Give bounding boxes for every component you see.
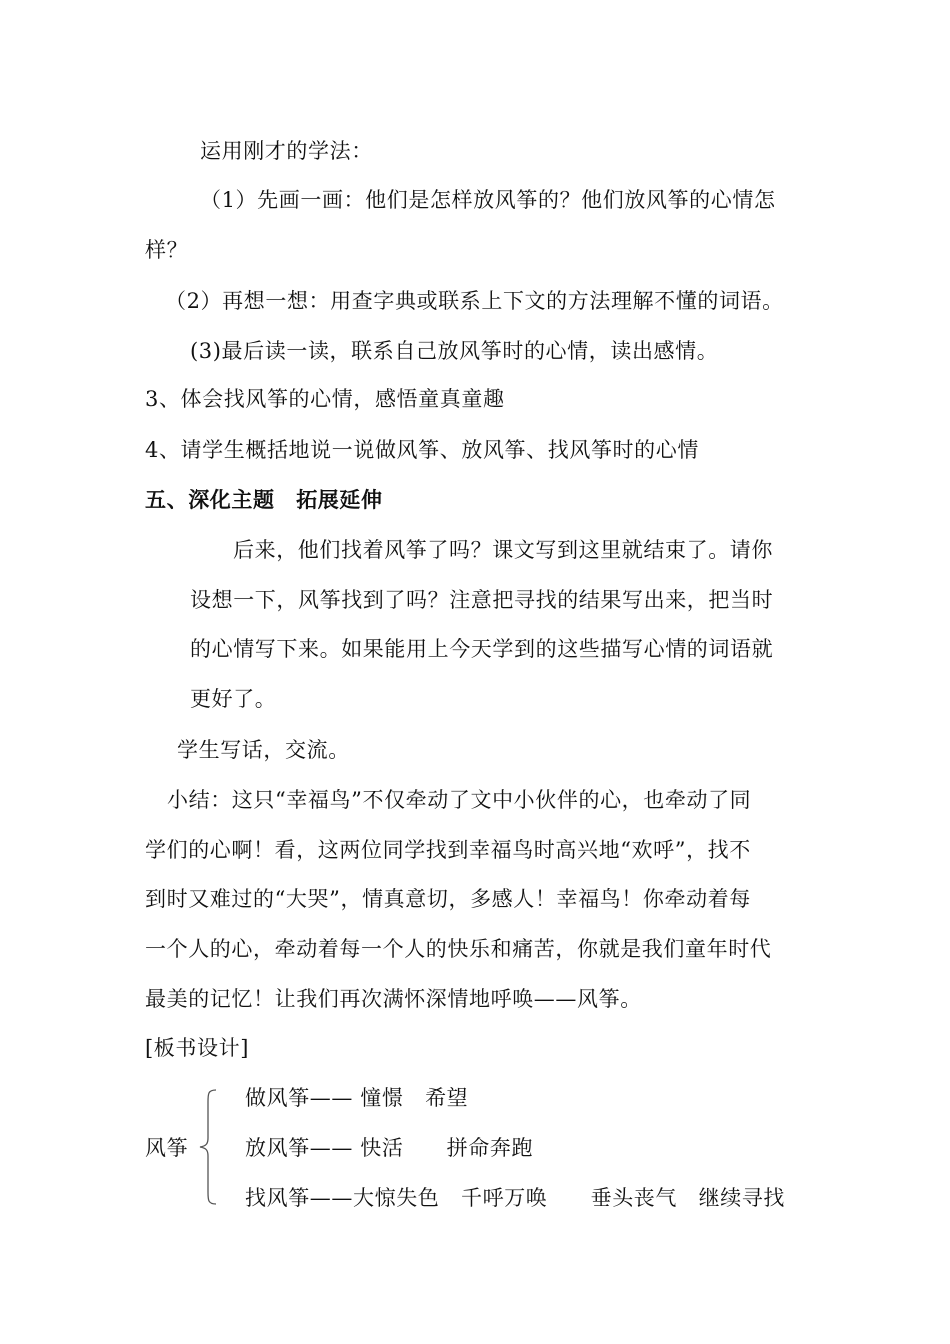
item-3: 3、体会找风筝的心情，感悟童真童趣: [145, 387, 505, 411]
board-row-fly-kite: 放风筝—— 快活 拼命奔跑: [245, 1136, 534, 1160]
summary-line: 到时又难过的“大哭”，情真意切，多感人！幸福鸟！你牵动着每: [145, 887, 751, 911]
step-3: (3)最后读一读，联系自己放风筝时的心情，读出感情。: [190, 339, 719, 363]
board-design-title: [板书设计]: [145, 1036, 249, 1060]
paragraph-line: 后来，他们找着风筝了吗？课文写到这里就结束了。请你: [233, 538, 773, 562]
paragraph-line: 的心情写下来。如果能用上今天学到的这些描写心情的词语就: [190, 637, 774, 661]
summary-line: 学们的心啊！看，这两位同学找到幸福鸟时高兴地“欢呼”，找不: [145, 838, 751, 862]
study-method-intro: 运用刚才的学法：: [200, 139, 373, 163]
summary-line: 一个人的心，牵动着每一个人的快乐和痛苦，你就是我们童年时代: [145, 937, 772, 961]
step-1-line-1: （1）先画一画：他们是怎样放风筝的？他们放风筝的心情怎: [200, 188, 776, 212]
board-row-make-kite: 做风筝—— 憧憬 希望: [245, 1086, 469, 1110]
summary-line: 最美的记忆！让我们再次满怀深情地呼唤——风筝。: [145, 987, 642, 1011]
paragraph-line: 更好了。: [190, 687, 277, 711]
section-heading: 五、深化主题 拓展延伸: [145, 488, 383, 512]
paragraph-line: 设想一下，风筝找到了吗？注意把寻找的结果写出来，把当时: [190, 588, 774, 612]
board-row-find-kite: 找风筝——大惊失色 千呼万唤 垂头丧气 继续寻找: [245, 1186, 785, 1210]
board-root-label: 风筝: [145, 1136, 189, 1160]
summary-line: 小结：这只“幸福鸟”不仅牵动了文中小伙伴的心，也牵动了同: [167, 788, 752, 812]
step-1-line-2: 样？: [145, 238, 189, 262]
student-activity: 学生写话，交流。: [177, 738, 350, 762]
item-4: 4、请学生概括地说一说做风筝、放风筝、找风筝时的心情: [145, 438, 699, 462]
curly-brace-icon: [196, 1088, 220, 1206]
step-2: （2）再想一想：用查字典或联系上下文的方法理解不懂的词语。: [165, 289, 784, 313]
